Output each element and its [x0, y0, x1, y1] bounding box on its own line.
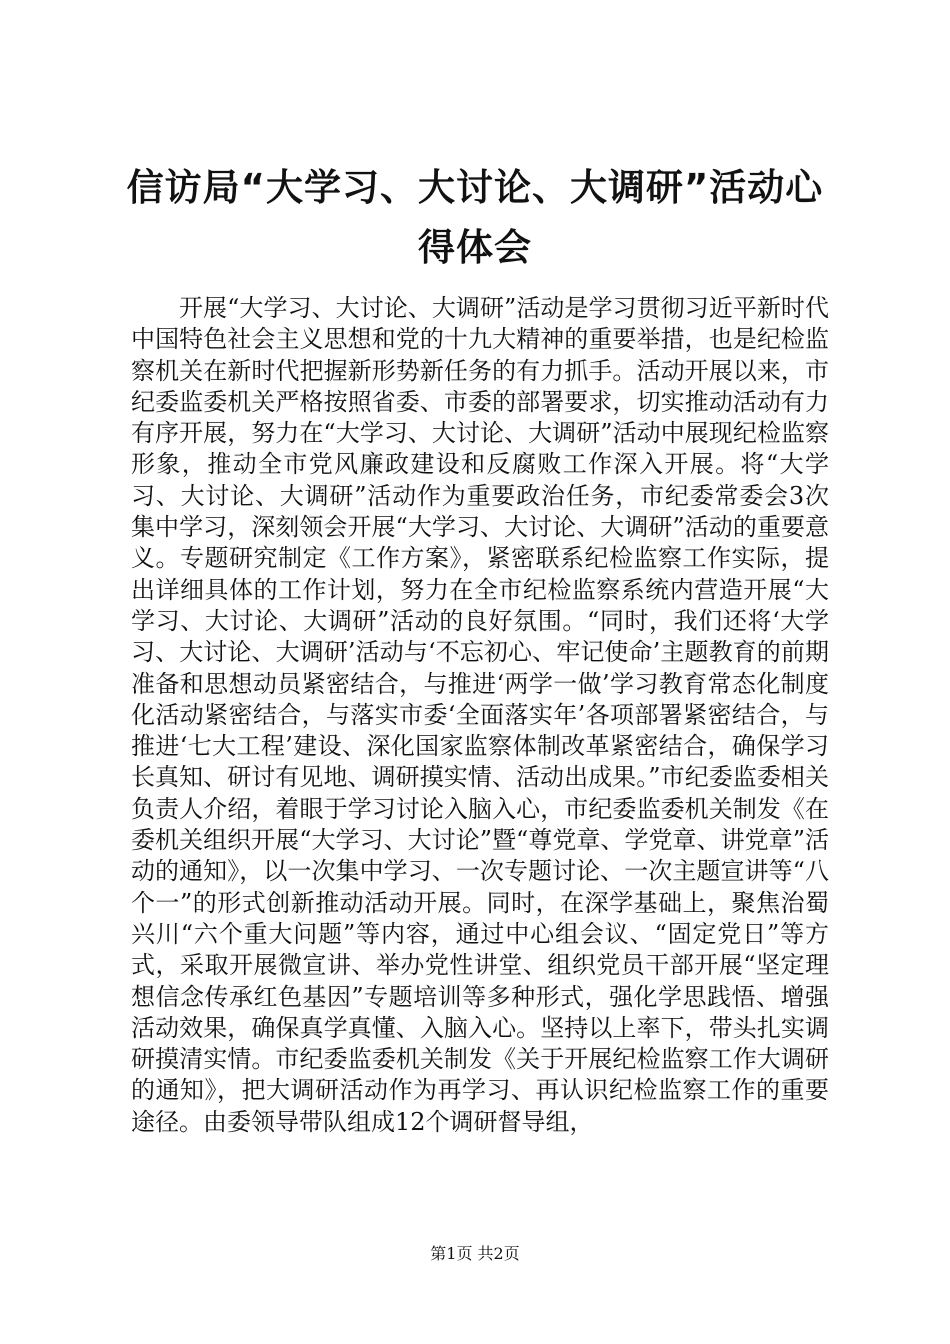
body-paragraph: 开展“大学习、大讨论、大调研”活动是学习贯彻习近平新时代中国特色社会主义思想和党的十九大精神的重要举措，也是纪检监察机关在新时代把握新形势新任务的有力抓手。活动开展以来，市纪委监委机关严格按照省委、市委的部署要求，切实推动活动有力有序开展，努力在“大学习、大讨论、大调研”活动中展现纪检监察形象，推动全市党风廉政建设和反腐败工作深入开展。将“大学习、大讨论、大调研”活动作为重要政治任务，市纪委常委会3次集中学习，深刻领会开展“大学习、大讨论、大调研”活动的重要意义。专题研究制定《工作方案》，紧密联系纪检监察工作实际，提出详细具体的工作计划，努力在全市纪检监察系统内营造开展“大学习、大讨论、大调研”活动的良好氛围。“同时，我们还将‘大学习、大讨论、大调研’活动与‘不忘初心、牢记使命’主题教育的前期准备和思想动员紧密结合，与推进‘两学一做’学习教育常态化制度化活动紧密结合，与落实市委‘全面落实年’各项部署紧密结合，与推进‘七大工程’建设、深化国家监察体制改革紧密结合，确保学习长真知、研讨有见地、调研摸实情、活动出成果。”市纪委监委相关负责人介绍，着眼于学习讨论入脑入心，市纪委监委机关制发《在委机关组织开展“大学习、大讨论”暨“尊党章、学党章、讲党章”活动的通知》，以一次集中学习、一次专题讨论、一次主题宣讲等“八个一”的形式创新推动活动开展。同时，在深学基础上，聚焦治蜀兴川“六个重大问题”等内容，通过中心组会议、“固定党日”等方式，采取开展微宣讲、举办党性讲堂、组织党员干部开展“坚定理想信念传承红色基因”专题培训等多种形式，强化学思践悟、增强活动效果，确保真学真懂、入脑入心。坚持以上率下，带头扎实调研摸清实情。市纪委监委机关制发《关于开展纪检监察工作大调研的通知》，把大调研活动作为再学习、再认识纪检监察工作的重要途径。由委领导带队组成12个调研督导组，	[131, 294, 829, 1136]
page-footer: 第1页 共2页	[430, 1244, 520, 1263]
document-title: 信访局“大学习、大讨论、大调研”活动心得体会	[126, 166, 824, 269]
